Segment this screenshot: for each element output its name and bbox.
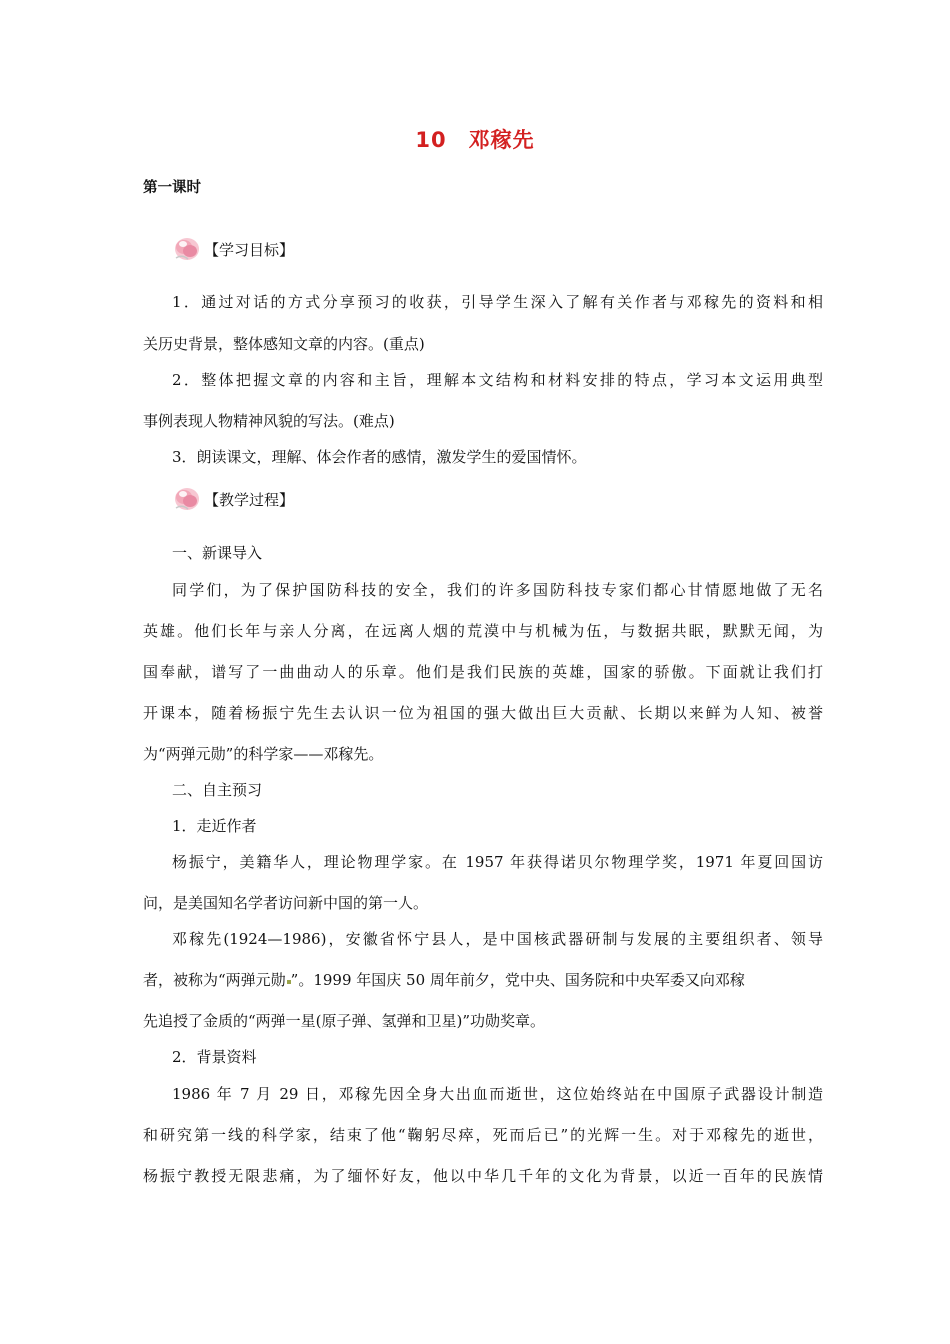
goal-3: 3．朗读课文，理解、体会作者的感情，激发学生的爱国情怀。 [172,448,587,466]
author-line-2: 问，是美国知名学者访问新中国的第一人。 [143,894,429,912]
title-number: 10 [415,128,447,152]
pink-flower-icon [172,484,202,514]
background-line-2: 和研究第一线的科学家，结束了他“鞠躬尽瘁，死而后已”的光辉一生。对于邓稼先的逝世， [143,1126,823,1144]
goal-1-line-1: 1．通过对话的方式分享预习的收获，引导学生深入了解有关作者与邓稼先的资料和相 [172,293,823,311]
page-title [0,124,950,154]
deng-line-2b: ”。1999 年国庆 50 周年前夕，党中央、国务院和中央军委又向邓稼 [290,971,745,989]
pink-flower-icon [172,234,202,264]
lesson-label: 第一课时 [143,180,201,196]
process-heading-label: 【教学过程】 [204,490,295,509]
heading-author: 1．走近作者 [172,817,257,835]
goals-heading-label: 【学习目标】 [204,240,295,259]
intro-line-4: 开课本，随着杨振宁先生去认识一位为祖国的强大做出巨大贡献、长期以来鲜为人知、被誉 [143,704,823,722]
goal-2-line-1: 2．整体把握文章的内容和主旨，理解本文结构和材料安排的特点，学习本文运用典型 [172,371,823,389]
background-line-1: 1986 年 7 月 29 日，邓稼先因全身大出血而逝世，这位始终站在中国原子武器设计制造 [172,1085,823,1103]
deng-line-2a: 者，被称为“两弹元勋 [143,971,286,989]
deng-line-2 [143,969,745,990]
author-line-1: 杨振宁，美籍华人，理论物理学家。在 1957 年获得诺贝尔物理学奖，1971 年夏回国访 [172,853,823,871]
background-line-3: 杨振宁教授无限悲痛，为了缅怀好友，他以中华几千年的文化为背景，以近一百年的民族情 [143,1167,823,1185]
deng-line-1: 邓稼先(1924—1986)，安徽省怀宁县人，是中国核武器研制与发展的主要组织者、领导 [172,930,823,948]
intro-line-5: 为“两弹元勋”的科学家——邓稼先。 [143,745,384,763]
deng-line-3: 先追授了金质的“两弹一星(原子弹、氢弹和卫星)”功勋奖章。 [143,1012,546,1030]
section-process-heading [172,484,294,514]
goal-2-line-2: 事例表现人物精神风貌的写法。(难点) [143,412,395,430]
heading-self-preview: 二、自主预习 [172,781,263,799]
goal-1-line-2: 关历史背景，整体感知文章的内容。(重点) [143,335,425,353]
intro-line-1: 同学们，为了保护国防科技的安全，我们的许多国防科技专家们都心甘情愿地做了无名 [172,581,823,599]
intro-line-2: 英雄。他们长年与亲人分离，在远离人烟的荒漠中与机械为伍，与数据共眠，默默无闻，为 [143,622,823,640]
heading-new-lesson: 一、新课导入 [172,544,263,562]
heading-background: 2．背景资料 [172,1048,257,1066]
intro-line-3: 国奉献，谱写了一曲曲动人的乐章。他们是我们民族的英雄，国家的骄傲。下面就让我们打 [143,663,823,681]
section-goals-heading [172,234,294,264]
title-name: 邓稼先 [468,128,535,152]
